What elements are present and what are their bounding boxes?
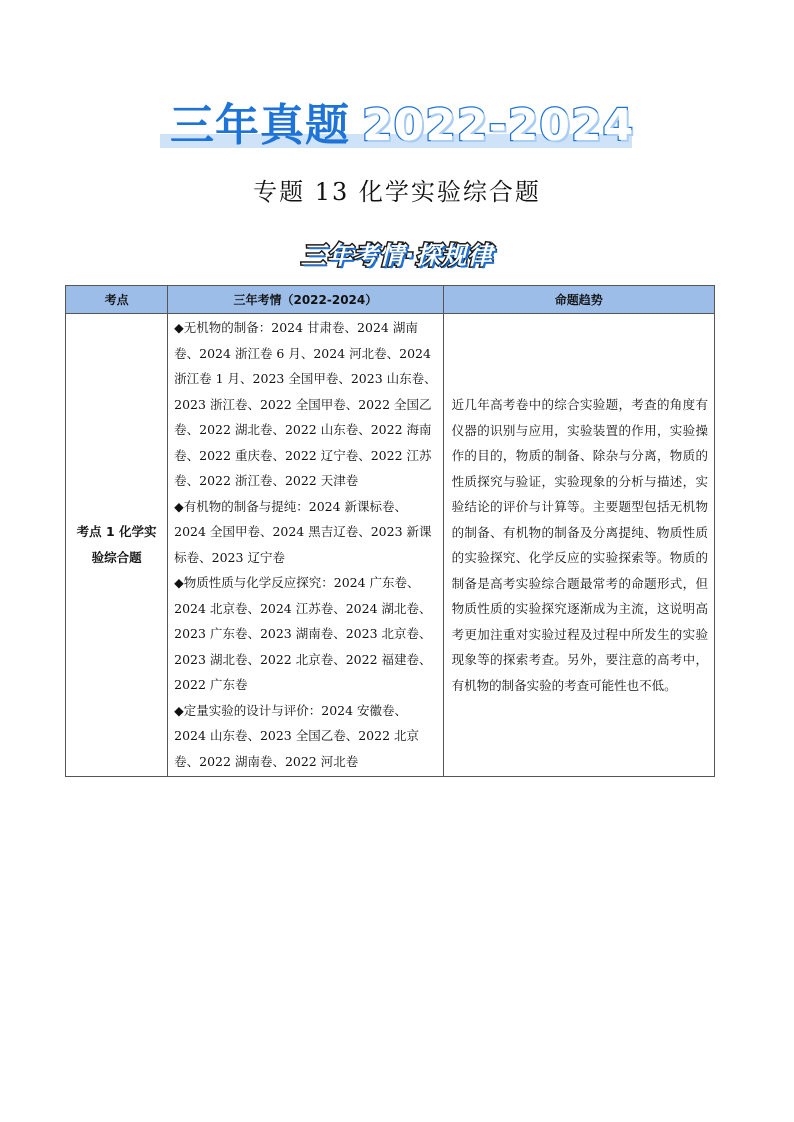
table-header-row xyxy=(66,286,715,314)
title-banner xyxy=(160,96,635,156)
header-point: 考点 xyxy=(66,286,168,314)
section-tag xyxy=(276,236,518,272)
stats-cell xyxy=(168,314,443,777)
point-cell: 考点 1 化学实验综合题 xyxy=(66,314,168,777)
stats-item: ◆无机物的制备：2024 甘肃卷、2024 湖南卷、2024 浙江卷 6 月、2024 河北卷、2024 浙江卷 1 月、2023 全国甲卷、2023 山东卷、2023 浙江卷、2022 全国甲卷、2022 全国乙卷、2022 湖北卷、2022 山东卷、2022 海南卷、2022 重庆卷、2022 辽宁卷、2022 江苏卷、2022 浙江卷、2022 天津卷 xyxy=(174,320,437,488)
stats-item: ◆有机物的制备与提纯：2024 新课标卷、2024 全国甲卷、2024 黑吉辽卷、2023 新课标卷、2023 辽宁卷 xyxy=(174,498,432,565)
banner-main-text: 三年真题 xyxy=(170,100,350,151)
banner-years-text: 2022-2024 xyxy=(362,100,635,151)
table-row xyxy=(66,314,715,777)
exam-analysis-table xyxy=(65,285,715,777)
trend-text: 近几年高考卷中的综合实验题，考查的角度有仪器的识别与应用，实验装置的作用，实验操作的目的，物质的制备、除杂与分离，物质的性质探究与验证，实验现象的分析与描述，实验结论的评价与计算等。主要题型包括无机物的制备、有机物的制备及分离提纯、物质性质的实验探究、化学反应的实验探索等。物质的制备是高考实验综合题最常考的命题形式，但物质性质的实验探究逐渐成为主流，这说明高考更加注重对实验过程及过程中所发生的实验现象等的探索考查。另外，要注意的高考中，有机物的制备实验的考查可能性也不低。 xyxy=(451,397,708,693)
section-tag-text: 三年考情·探规律 xyxy=(300,241,494,270)
stats-item: ◆物质性质与化学反应探究：2024 广东卷、2024 北京卷、2024 江苏卷、2024 湖北卷、2023 广东卷、2023 湖南卷、2023 北京卷、2023 湖北卷、2022 北京卷、2022 福建卷、2022 广东卷 xyxy=(174,575,432,692)
header-stats: 三年考情（2022-2024） xyxy=(168,286,443,314)
trend-cell xyxy=(443,314,714,777)
title-banner-text xyxy=(160,96,635,156)
header-trend: 命题趋势 xyxy=(443,286,714,314)
subject-title: 专题 13 化学实验综合题 xyxy=(253,178,541,206)
stats-item: ◆定量实验的设计与评价：2024 安徽卷、2024 山东卷、2023 全国乙卷、2022 北京卷、2022 湖南卷、2022 河北卷 xyxy=(174,702,420,769)
